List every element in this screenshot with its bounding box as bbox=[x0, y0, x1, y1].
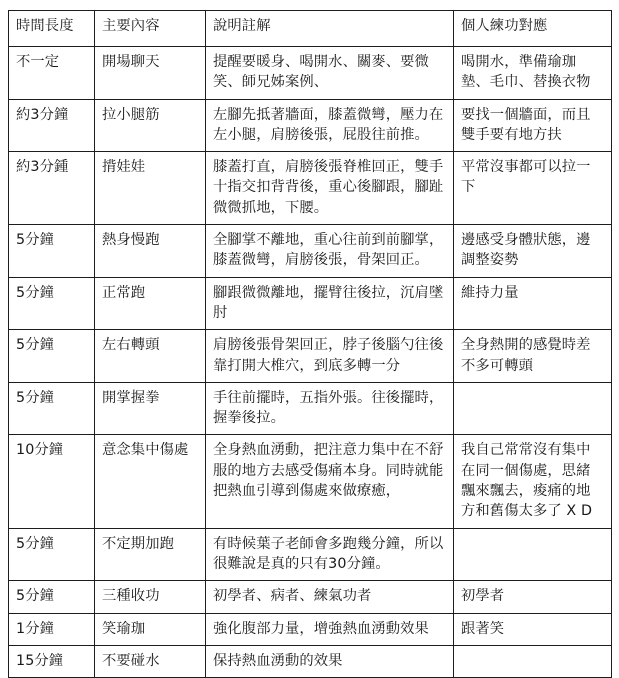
table-row bbox=[9, 382, 612, 435]
table-row bbox=[9, 645, 612, 677]
cell-time: 15分鐘 bbox=[9, 645, 95, 677]
column-header-note: 說明註解 bbox=[206, 11, 454, 47]
cell-self bbox=[454, 645, 612, 677]
cell-time: 5分鐘 bbox=[9, 330, 95, 383]
cell-self: 初學者 bbox=[454, 581, 612, 613]
cell-time: 5分鐘 bbox=[9, 528, 95, 581]
cell-content: 不要碰水 bbox=[95, 645, 206, 677]
cell-content: 正常跑 bbox=[95, 277, 206, 330]
cell-content: 不定期加跑 bbox=[95, 528, 206, 581]
cell-time: 5分鐘 bbox=[9, 581, 95, 613]
cell-time: 1分鐘 bbox=[9, 613, 95, 645]
cell-note: 膝蓋打直，肩膀後張脊椎回正，雙手十指交扣背背後，重心後腳跟，腳趾微微抓地，下腰。 bbox=[206, 152, 454, 225]
cell-time: 5分鐘 bbox=[9, 277, 95, 330]
table-row bbox=[9, 330, 612, 383]
cell-content: 三種收功 bbox=[95, 581, 206, 613]
table-body bbox=[9, 47, 612, 678]
table-row bbox=[9, 528, 612, 581]
cell-note: 腳跟微微離地，擺臂往後拉，沉肩墜肘 bbox=[206, 277, 454, 330]
cell-note: 全身熱血湧動，把注意力集中在不舒服的地方去感受傷痛本身。同時就能把熱血引導到傷處來做療癒， bbox=[206, 435, 454, 528]
column-header-self: 個人練功對應 bbox=[454, 11, 612, 47]
practice-table-container bbox=[8, 10, 611, 678]
cell-self: 維持力量 bbox=[454, 277, 612, 330]
cell-note: 提醒要暖身、喝開水、關麥、要微笑、師兄姊案例、 bbox=[206, 47, 454, 100]
cell-content: 揹娃娃 bbox=[95, 152, 206, 225]
practice-schedule-table bbox=[8, 10, 612, 678]
cell-time: 約3分鐘 bbox=[9, 99, 95, 152]
table-row bbox=[9, 99, 612, 152]
cell-note: 手往前擺時，五指外張。往後擺時，握拳後拉。 bbox=[206, 382, 454, 435]
cell-self bbox=[454, 528, 612, 581]
cell-note: 保持熱血湧動的效果 bbox=[206, 645, 454, 677]
cell-self: 邊感受身體狀態，邊調整姿勢 bbox=[454, 225, 612, 278]
table-row bbox=[9, 225, 612, 278]
column-header-time: 時間長度 bbox=[9, 11, 95, 47]
table-row bbox=[9, 613, 612, 645]
cell-note: 有時候葉子老師會多跑幾分鐘，所以很難說是真的只有30分鐘。 bbox=[206, 528, 454, 581]
table-row bbox=[9, 435, 612, 528]
cell-time: 5分鐘 bbox=[9, 382, 95, 435]
cell-time: 5分鐘 bbox=[9, 225, 95, 278]
cell-self: 跟著笑 bbox=[454, 613, 612, 645]
cell-content: 左右轉頭 bbox=[95, 330, 206, 383]
cell-time: 不一定 bbox=[9, 47, 95, 100]
table-header-row bbox=[9, 11, 612, 47]
cell-note: 全腳掌不離地，重心往前到前腳掌，膝蓋微彎，肩膀後張，骨架回正。 bbox=[206, 225, 454, 278]
cell-note: 肩膀後張骨架回正，脖子後腦勺往後靠打開大椎穴，到底多轉一分 bbox=[206, 330, 454, 383]
cell-note: 強化腹部力量，增強熱血湧動效果 bbox=[206, 613, 454, 645]
cell-content: 熱身慢跑 bbox=[95, 225, 206, 278]
table-row bbox=[9, 277, 612, 330]
cell-self: 全身熱開的感覺時差不多可轉頭 bbox=[454, 330, 612, 383]
table-row bbox=[9, 47, 612, 100]
cell-time: 約3分鍾 bbox=[9, 152, 95, 225]
cell-note: 初學者、病者、練氣功者 bbox=[206, 581, 454, 613]
cell-content: 拉小腿筋 bbox=[95, 99, 206, 152]
column-header-content: 主要內容 bbox=[95, 11, 206, 47]
cell-self bbox=[454, 382, 612, 435]
cell-self: 我自己常常沒有集中在同一個傷處，思緒飄來飄去，痠痛的地方和舊傷太多了 X D bbox=[454, 435, 612, 528]
cell-self: 平常沒事都可以拉一下 bbox=[454, 152, 612, 225]
cell-note: 左腳先抵著牆面，膝蓋微彎，壓力在左小腿，肩膀後張，屁股往前推。 bbox=[206, 99, 454, 152]
cell-self: 喝開水，準備瑜珈墊、毛巾、替換衣物 bbox=[454, 47, 612, 100]
cell-content: 笑瑜珈 bbox=[95, 613, 206, 645]
table-header bbox=[9, 11, 612, 47]
cell-content: 意念集中傷處 bbox=[95, 435, 206, 528]
cell-time: 10分鐘 bbox=[9, 435, 95, 528]
table-row bbox=[9, 152, 612, 225]
table-row bbox=[9, 581, 612, 613]
cell-content: 開場聊天 bbox=[95, 47, 206, 100]
cell-content: 開掌握拳 bbox=[95, 382, 206, 435]
cell-self: 要找一個牆面，而且雙手要有地方扶 bbox=[454, 99, 612, 152]
